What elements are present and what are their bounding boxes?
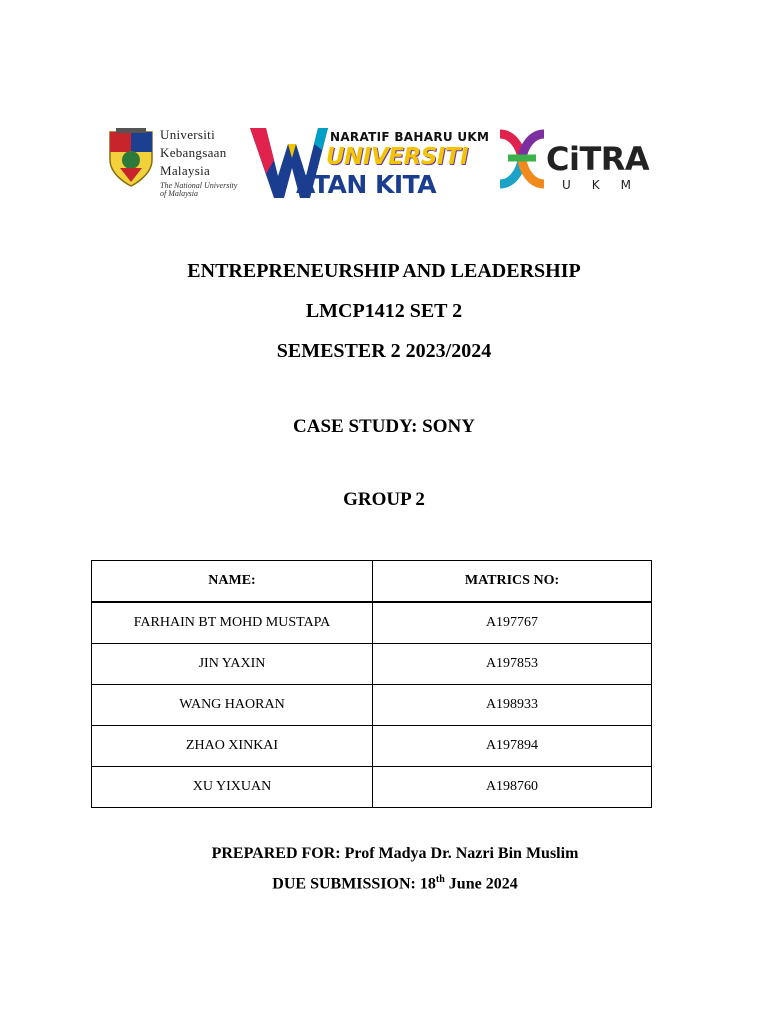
member-name: XU YIXUAN (92, 767, 373, 808)
uwk-tagline: NARATIF BAHARU UKM (330, 130, 490, 144)
member-matric: A198760 (373, 767, 652, 808)
member-matric: A198933 (373, 685, 652, 726)
citra-mark-icon (498, 128, 546, 190)
ukm-crest-icon (106, 126, 156, 188)
table-row (92, 767, 652, 808)
ukm-logo (106, 126, 256, 198)
uwk-universiti: UNIVERSITI (326, 144, 469, 170)
prepared-for (0, 845, 768, 863)
member-name: JIN YAXIN (92, 644, 373, 685)
due-day-suffix: th (435, 874, 445, 885)
semester: SEMESTER 2 2023/2024 (276, 340, 492, 362)
name-column-header: NAME: (92, 561, 373, 603)
ukm-line-3: Malaysia (160, 163, 211, 178)
case-study-title: CASE STUDY: SONY (293, 416, 475, 437)
member-matric: A197894 (373, 726, 652, 767)
course-title: ENTREPRENEURSHIP AND LEADERSHIP (187, 260, 581, 282)
table-row (92, 644, 652, 685)
table-row (92, 602, 652, 644)
ukm-sub-1: The National University (160, 181, 238, 190)
members-table (91, 560, 652, 808)
prepared-for-value: Prof Madya Dr. Nazri Bin Muslim (344, 845, 579, 862)
uwk-watan-kita: ATAN KITA (296, 170, 437, 199)
table-row (92, 726, 652, 767)
member-matric: A197853 (373, 644, 652, 685)
due-submission (0, 874, 768, 893)
member-name: FARHAIN BT MOHD MUSTAPA (92, 602, 373, 644)
ukm-sub-2: of Malaysia (160, 189, 198, 198)
due-day: 18 (419, 875, 436, 893)
table-header-row (92, 561, 652, 603)
matrics-column-header: MATRICS NO: (373, 561, 652, 603)
member-name: ZHAO XINKAI (92, 726, 373, 767)
due-submission-label: DUE SUBMISSION: (272, 875, 416, 893)
citra-ukm-logo (498, 126, 668, 196)
member-matric: A197767 (373, 602, 652, 644)
due-month-year: June 2024 (448, 875, 518, 893)
table-row (92, 685, 652, 726)
group-label: GROUP 2 (343, 489, 425, 510)
citra-ukm-text: UKM (562, 178, 653, 192)
prepared-for-label: PREPARED FOR: (211, 845, 341, 862)
ukm-line-2: Kebangsaan (160, 145, 227, 160)
ukm-line-1: Universiti (160, 127, 215, 142)
logo-banner (100, 120, 680, 200)
universiti-watan-kita-logo (248, 124, 490, 200)
course-code: LMCP1412 SET 2 (305, 300, 463, 322)
citra-wordmark: CiTRA (546, 140, 650, 178)
member-name: WANG HAORAN (92, 685, 373, 726)
